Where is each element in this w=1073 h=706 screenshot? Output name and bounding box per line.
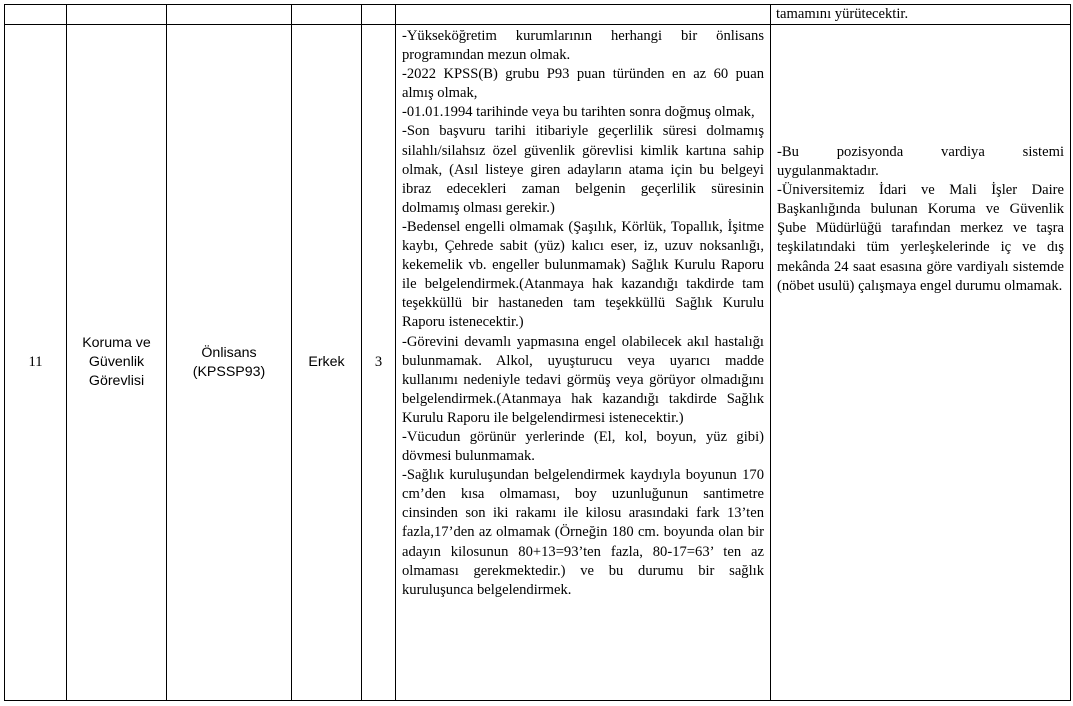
cell-requirements (396, 25, 771, 701)
unvan-line-1: Koruma ve (82, 335, 151, 351)
table-row-position-11 (5, 25, 1071, 701)
cell-empty-cinsiyet (292, 5, 362, 25)
requirement-item: -Yükseköğretim kurumlarının herhangi bir önlisans programından mezun olmak. (402, 28, 764, 64)
kadro-sayisi: 3 (374, 353, 383, 370)
cell-empty-ogrenim (167, 5, 292, 25)
cell-unvan (67, 25, 167, 701)
requirement-item: -Bedensel engelli olmamak (Şaşılık, Körlük, Topallık, İşitme kaybı, Çehrede sabit (yüz) kalıcı eser, iz, uzuv noksanlığı, kekemelik vb. engeller bulunmamak) Sağlık Kurulu Raporu ile belgelendirmek.(Atanmaya hak kazandığı takdirde tam teşekküllü bir hastaneden tam teşekküllü Sağlık Kurulu Raporu istenecektir.) (402, 218, 764, 331)
cell-empty-kadro (362, 5, 396, 25)
ogrenim-line-1: Önlisans (201, 344, 257, 361)
requirement-item: -01.01.1994 tarihinde veya bu tarihten sonra doğmuş olmak, (402, 104, 755, 121)
cell-empty-sira (5, 5, 67, 25)
cell-notes (771, 25, 1071, 701)
requirement-item: -Son başvuru tarihi itibariyle geçerlilik süresi dolmamış silahlı/silahsız özel güvenlik görevlisi kimlik kartına sahip olmak, (Asıl listeye giren adayların atama için bu belgeyi ibraz edecekleri zaman belgenin geçerlilik süresinin dolmamış olması gerekir.) (402, 123, 764, 216)
table-row-continuation (5, 5, 1071, 25)
ogrenim-line-2: (KPSSP93) (192, 363, 266, 380)
requirement-item: -Vücudun görünür yerlerinde (El, kol, boyun, yüz gibi) dövmesi bulunmamak. (402, 428, 764, 465)
cell-ogrenim (167, 25, 292, 701)
note-item: -Bu pozisyonda vardiya sistemi uygulanmaktadır. (777, 144, 1064, 180)
cell-empty-requirements (396, 5, 771, 25)
continuation-text: tamamını yürütecektir. (776, 6, 909, 22)
cell-kadro-sayisi (362, 25, 396, 701)
requirement-item: -Görevini devamlı yapmasına engel olabilecek akıl hastalığı bulunmamak. Alkol, uyuşturucu veya uyarıcı madde kullanımı nedeniyle tedavi görmüş veya görüyor olmadığını belgelendirmek.(Atanmaya hak kazandığı takdirde Sağlık Kurulu Raporu ile belgelendirmesi istenecektir.) (402, 333, 764, 426)
note-item: -Üniversitemiz İdari ve Mali İşler Daire Başkanlığında bulunan Koruma ve Güvenlik Şube Müdürlüğü tarafından merkez ve taşra teşkilatındaki tüm yerleşkelerinde iç ve dış mekânda 24 saat esasına göre vardiyalı sistemde (nöbet usulü) çalışmaya engel durumu olmamak. (777, 182, 1064, 294)
cell-sira-no (5, 25, 67, 701)
unvan-line-3: Görevlisi (88, 373, 145, 389)
requirement-item: -2022 KPSS(B) grubu P93 puan türünden en az 60 puan almış olmak, (402, 66, 764, 102)
cell-cinsiyet (292, 25, 362, 701)
cell-continuation-note (771, 5, 1071, 25)
requirement-item: -Sağlık kuruluşundan belgelendirmek kaydıyla boyunun 170 cm’den kısa olmaması, boy uzunluğunun santimetre cinsinden son iki rakamı ile kilosu arasındaki fark 13’ten fazla,17’den az olmamak (Örneğin 180 cm. boyunda olan bir adayın kilosunun 80+13=93’ten fazla, 80-17=63’ ten az olmaması gerekmektedir.) ve bu durumu bir sağlık kuruluşunca belgelendirmek. (402, 467, 764, 598)
cinsiyet: Erkek (308, 354, 345, 370)
sira-no: 11 (28, 353, 43, 370)
staff-positions-table (4, 4, 1071, 701)
unvan-line-2: Güvenlik (88, 354, 145, 370)
cell-empty-unvan (67, 5, 167, 25)
